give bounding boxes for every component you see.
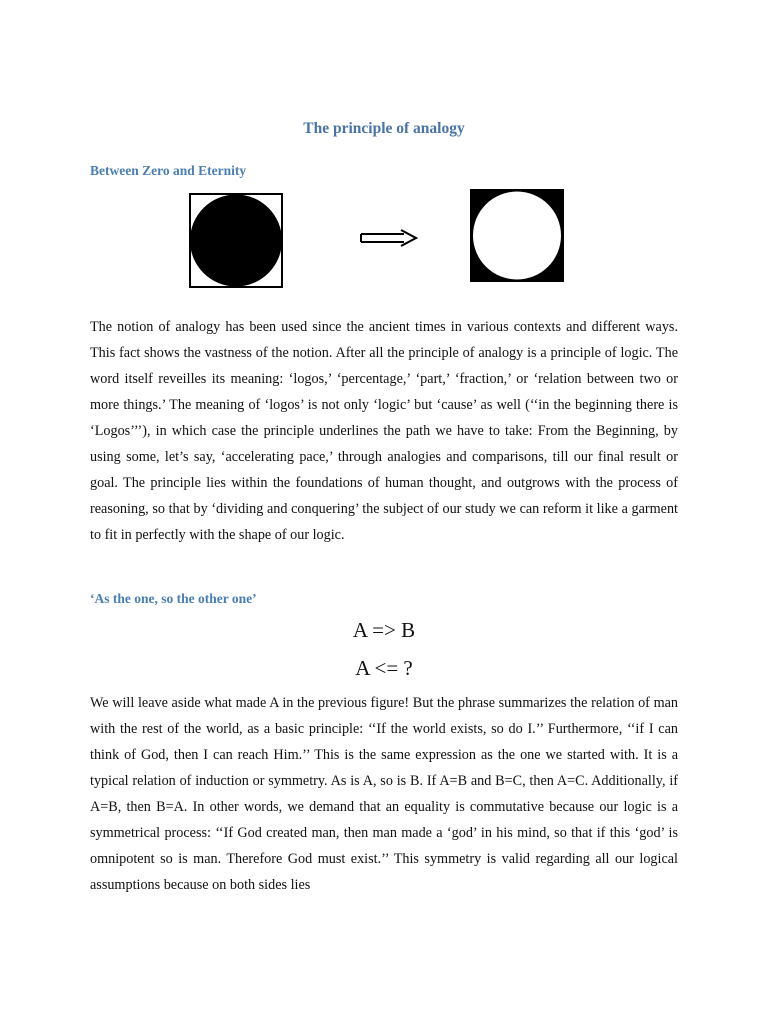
analogy-figure	[90, 0, 678, 300]
white-circle-in-black-square-icon	[470, 189, 564, 282]
paragraph-symmetry: We will leave aside what made A in the previous figure! But the phrase summarizes the relation of man with the rest of the world, as a basic principle: ‘‘If the world exists, so do I.’’ Furthermore, ‘‘if I can think of God, then I can reach Him.’’ This is the same expression as the one we started with. It is a typical relation of induction or symmetry. As is A, so is B. If A=B and B=C, then A=C. Additionally, if A=B, then B=A. In other words, we demand that an equality is commutative because our logic is a symmetrical process: ‘‘If God created man, then man made a ‘god’ in his mind, so that if this ‘god’ is omnipotent so is man. Therefore God must exist.’’ This symmetry is valid regarding all our logical assumptions because on both sides lies	[90, 695, 678, 893]
black-circle-in-white-square-icon	[189, 193, 283, 288]
formula-reverse: A <= ?	[355, 656, 413, 680]
page-title: The principle of analogy	[303, 120, 465, 137]
section-heading-zero-eternity: Between Zero and Eternity	[90, 163, 247, 178]
paragraph-analogy-notion: The notion of analogy has been used since the ancient times in various contexts and different ways. This fact shows the vastness of the notion. After all the principle of analogy is a principle of logic. The word itself reveilles its meaning: ‘logos,’ ‘percentage,’ ‘part,’ ‘fraction,’ or ‘relation between two or more things.’ The meaning of ‘logos’ is not only ‘logic’ but ‘cause’ as well (‘‘in the beginning there is ‘Logos’’’), in which case the principle underlines the path we have to take: From the Beginning, by using some, let’s say, ‘accelerating pace,’ through analogies and comparisons, till our final result or goal. The principle lies within the foundations of human thought, and outgrows with the process of reasoning, so that by ‘dividing and conquering’ the subject of our study we can reform it like a garment to fit in perfectly with the shape of our logic.	[90, 319, 678, 543]
formula-implication: A => B	[352, 618, 416, 642]
section-heading-one-other: ‘As the one, so the other one’	[90, 591, 257, 606]
double-right-arrow-icon	[360, 228, 418, 248]
